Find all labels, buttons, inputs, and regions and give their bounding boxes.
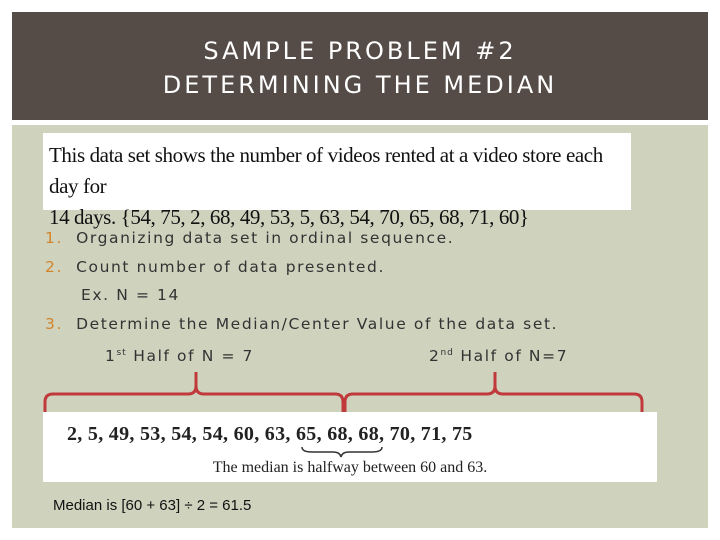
first-half-ordinal: st	[116, 348, 127, 358]
title-line-2: DETERMINING THE MEDIAN	[162, 71, 558, 99]
second-half-text: Half of N=7	[453, 347, 569, 366]
median-result: Median is [60 + 63] ÷ 2 = 61.5	[53, 497, 252, 514]
step-2-number: 2.	[45, 258, 63, 276]
step-1-number: 1.	[45, 229, 63, 247]
second-half-ordinal: nd	[440, 348, 454, 358]
step-2-text: Count number of data presented.	[76, 258, 385, 276]
first-half-text: Half of N = 7	[126, 347, 255, 366]
step-3-number: 3.	[45, 315, 63, 333]
median-caption: The median is halfway between 60 and 63.	[212, 459, 488, 476]
step-1-text: Organizing data set in ordinal sequence.	[76, 229, 455, 247]
problem-line-2: 14 days. {54, 75, 2, 68, 49, 53, 5, 63, 54, 70, 65, 68, 71, 60}	[49, 205, 529, 229]
second-half-number: 2	[429, 347, 441, 366]
step-3-text: Determine the Median/Center Value of the data set.	[76, 315, 559, 333]
ordered-data-values: 2, 5, 49, 53, 54, 54, 60, 63, 65, 68, 68, 70, 71, 75	[67, 423, 473, 445]
step-2-example: Ex. N = 14	[81, 286, 180, 304]
first-half-number: 1	[105, 347, 117, 366]
title-line-1: SAMPLE PROBLEM #2	[203, 37, 517, 65]
problem-line-1: This data set shows the number of videos rented at a video store each day for	[49, 143, 603, 198]
